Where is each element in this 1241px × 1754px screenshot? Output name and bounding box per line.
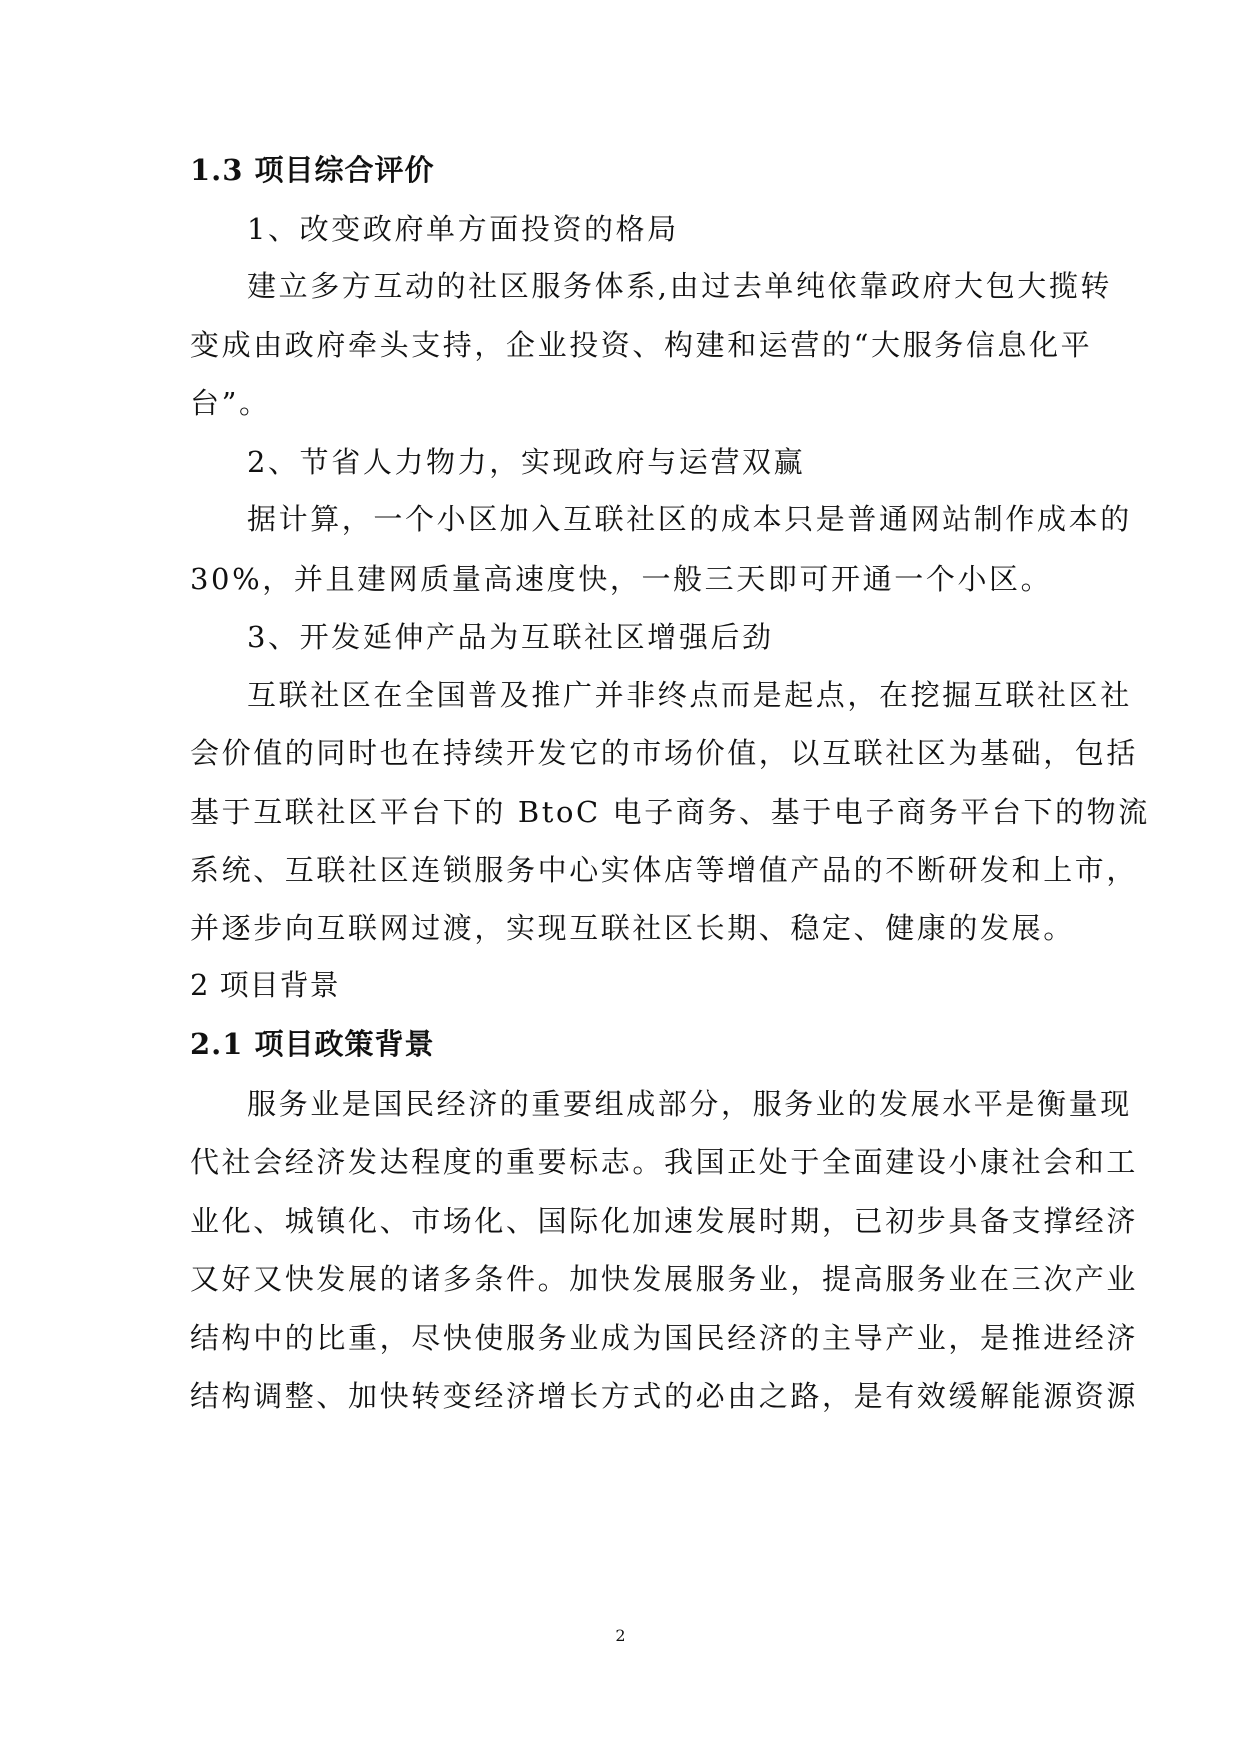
paragraph-line: 代社会经济发达程度的重要标志。我国正处于全面建设小康社会和工 [190,1145,1139,1179]
paragraph-line: 互联社区在全国普及推广并非终点而是起点，在挖掘互联社区社 [247,678,1132,712]
item-title-1: 1、改变政府单方面投资的格局 [247,212,679,246]
paragraph-line: 台”。 [190,386,271,420]
paragraph-line: 又好又快发展的诸多条件。加快发展服务业，提高服务业在三次产业 [190,1262,1139,1296]
paragraph-line: 建立多方互动的社区服务体系,由过去单纯依靠政府大包大揽转 [247,269,1113,303]
item-title-3: 3、开发延伸产品为互联社区增强后劲 [247,620,774,654]
paragraph-line: 服务业是国民经济的重要组成部分，服务业的发展水平是衡量现 [247,1087,1132,1121]
paragraph-line: 30%，并且建网质量高速度快，一般三天即可开通一个小区。 [190,562,1053,596]
paragraph-line: 变成由政府牵头支持，企业投资、构建和运营的“大服务信息化平 [190,328,1093,362]
section-heading-1-3: 1.3 项目综合评价 [190,153,435,187]
paragraph-line: 基于互联社区平台下的 BtoC 电子商务、基于电子商务平台下的物流 [190,795,1150,829]
page-number: 2 [615,1626,626,1645]
paragraph-line: 系统、互联社区连锁服务中心实体店等增值产品的不断研发和上市， [190,853,1139,887]
paragraph-line: 会价值的同时也在持续开发它的市场价值，以互联社区为基础，包括 [190,736,1139,770]
paragraph-line: 结构调整、加快转变经济增长方式的必由之路，是有效缓解能源资源 [190,1379,1139,1413]
paragraph-line: 结构中的比重，尽快使服务业成为国民经济的主导产业，是推进经济 [190,1321,1139,1355]
item-title-2: 2、节省人力物力，实现政府与运营双赢 [247,445,806,479]
paragraph-line: 据计算，一个小区加入互联社区的成本只是普通网站制作成本的 [247,502,1132,536]
section-heading-2: 2 项目背景 [190,968,340,1002]
section-heading-2-1: 2.1 项目政策背景 [190,1027,435,1061]
paragraph-line: 业化、城镇化、市场化、国际化加速发展时期，已初步具备支撑经济 [190,1204,1139,1238]
paragraph-line: 并逐步向互联网过渡，实现互联社区长期、稳定、健康的发展。 [190,911,1075,945]
